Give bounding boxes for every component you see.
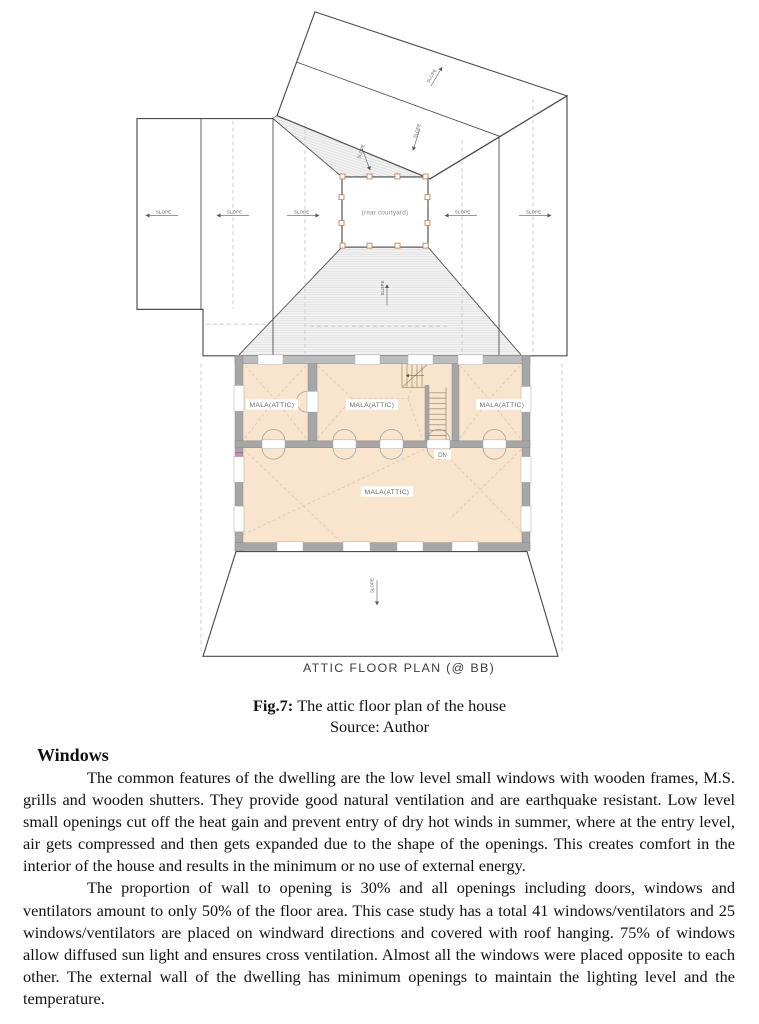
section-heading: Windows bbox=[37, 745, 109, 765]
paragraph-windows-1: The common features of the dwelling are the low level small windows with wooden frames, M.S. grills and wooden shutters. They provide good natural ventilation and are earthquake resistant. Low level small openings cut off the heat gain and prevent entry of dry hot winds in summer, where at the entry level, air gets compressed and then gets expanded due to the shape of the openings. This creates comfort in the interior of the house and results in the minimum or no use of external energy. bbox=[23, 768, 735, 876]
front-roof bbox=[203, 552, 558, 657]
svg-text:SLOPE: SLOPE bbox=[526, 209, 542, 215]
room-label-center bbox=[346, 399, 398, 409]
figure-number: Fig.7: bbox=[252, 696, 294, 715]
attic-interior bbox=[237, 358, 526, 548]
svg-text:SLOPE: SLOPE bbox=[412, 122, 422, 139]
svg-text:SLOPE: SLOPE bbox=[156, 209, 172, 215]
figure-title: The attic floor plan of the house bbox=[297, 696, 507, 715]
slope-label bbox=[217, 210, 249, 216]
room-label-big bbox=[361, 486, 413, 496]
slope-label bbox=[287, 210, 319, 216]
attic-floor bbox=[201, 355, 562, 653]
paragraph-windows-2: The proportion of wall to opening is 30% and all openings including doors, windows and ventilators amount to only 50% of the floor area. This case study has a total 41 windows/ventilators and 25 windows/ventilators are placed on windward directions and covered with roof hanging. 75% of windows allow diffused sun light and ensures cross ventilation. Almost all the windows were placed opposite to each other. The external wall of the dwelling has minimum openings to maintain the lighting level and the temperature. bbox=[23, 878, 735, 1008]
svg-text:SLOPE: SLOPE bbox=[294, 209, 310, 215]
slope-label bbox=[412, 123, 422, 150]
svg-text:SLOPE: SLOPE bbox=[425, 67, 438, 84]
svg-text:SLOPE: SLOPE bbox=[379, 280, 386, 296]
courtyard-label: (rear courtyard) bbox=[361, 209, 409, 217]
svg-text:SLOPE: SLOPE bbox=[369, 577, 375, 594]
rear-courtyard bbox=[339, 174, 430, 248]
figure-source: Source: Author bbox=[329, 717, 430, 736]
svg-text:MALA(ATTIC): MALA(ATTIC) bbox=[479, 402, 525, 410]
roof-wedge bbox=[239, 247, 521, 355]
slope-label bbox=[519, 210, 551, 216]
plan-title: ATTIC FLOOR PLAN (@ BB) bbox=[302, 661, 496, 676]
roof-plan bbox=[137, 12, 567, 356]
svg-text:MALA(ATTIC): MALA(ATTIC) bbox=[349, 402, 395, 410]
svg-text:DN: DN bbox=[438, 453, 447, 460]
svg-text:SLOPE: SLOPE bbox=[227, 209, 243, 215]
slope-label bbox=[146, 210, 178, 216]
room-label-right bbox=[476, 399, 528, 409]
room-label-left bbox=[246, 399, 298, 409]
slope-label bbox=[445, 210, 477, 216]
slope-label bbox=[426, 67, 442, 86]
figure-caption bbox=[0, 695, 759, 716]
svg-text:SLOPE: SLOPE bbox=[455, 209, 471, 215]
dn-label bbox=[434, 450, 451, 459]
svg-text:SLOPE: SLOPE bbox=[356, 143, 366, 160]
svg-text:MALA(ATTIC): MALA(ATTIC) bbox=[364, 489, 410, 497]
svg-text:MALA(ATTIC): MALA(ATTIC) bbox=[249, 402, 295, 410]
slope-label bbox=[369, 578, 377, 605]
